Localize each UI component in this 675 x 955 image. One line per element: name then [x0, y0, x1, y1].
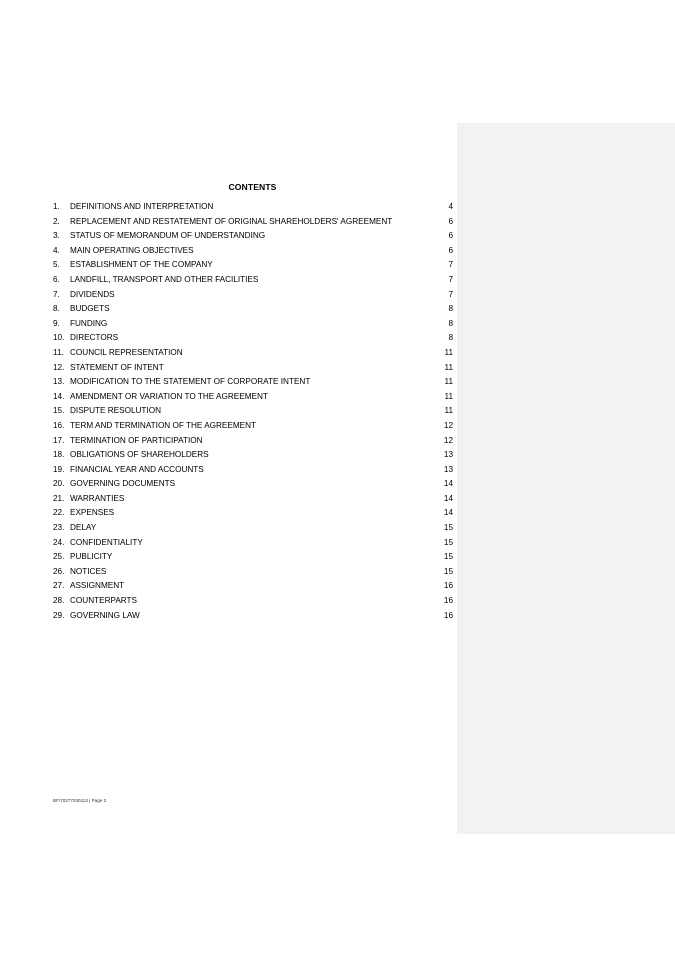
- toc-entry[interactable]: [53, 434, 453, 449]
- toc-entry[interactable]: [53, 390, 453, 405]
- toc-entry-page: 6: [448, 216, 453, 226]
- toc-entry-number: 24.: [53, 537, 65, 547]
- toc-entry[interactable]: [53, 463, 453, 478]
- toc-entry[interactable]: [53, 477, 453, 492]
- toc-entry-title: GOVERNING DOCUMENTS: [70, 479, 176, 489]
- toc-entry-number: 25.: [53, 552, 65, 562]
- toc-entry-title: STATUS OF MEMORANDUM OF UNDERSTANDING: [70, 231, 266, 241]
- toc-entry-page: 16: [443, 610, 453, 620]
- toc-entry-page: 11: [444, 347, 453, 357]
- toc-entry[interactable]: [53, 288, 453, 303]
- toc-entry-title: COUNTERPARTS: [70, 596, 138, 606]
- toc-entry-title: DELAY: [70, 523, 97, 533]
- toc-entry-page: 15: [443, 552, 453, 562]
- toc-entry-page: 15: [443, 537, 453, 547]
- toc-entry[interactable]: [53, 361, 453, 376]
- toc-entry-number: 22.: [53, 508, 65, 518]
- comment-pane: [457, 123, 675, 834]
- toc-entry-page: 15: [443, 523, 453, 533]
- toc-entry[interactable]: [53, 609, 453, 624]
- toc-entry-number: 18.: [53, 450, 65, 460]
- toc-entry-title: TERMINATION OF PARTICIPATION: [70, 435, 203, 445]
- toc-entry-page: 4: [448, 202, 453, 211]
- toc-entry[interactable]: [53, 346, 453, 361]
- toc-entry-title: MODIFICATION TO THE STATEMENT OF CORPORATE INTENT: [70, 377, 311, 387]
- toc-entry[interactable]: [53, 215, 453, 230]
- toc-entry[interactable]: [53, 331, 453, 346]
- toc-entry-title: EXPENSES: [70, 508, 115, 518]
- toc-entry-page: 14: [443, 479, 453, 489]
- toc-entry-number: 12.: [53, 362, 65, 372]
- table-of-contents: [53, 200, 453, 623]
- document-footer-reference: BF\70277030113 | Page 2: [53, 798, 107, 803]
- toc-entry-title: COUNCIL REPRESENTATION: [70, 347, 183, 357]
- contents-heading: CONTENTS: [228, 182, 277, 192]
- toc-entry-number: 15.: [53, 406, 65, 416]
- toc-entry-number: 11.: [53, 347, 64, 357]
- toc-entry-title: FINANCIAL YEAR AND ACCOUNTS: [70, 464, 204, 474]
- toc-entry[interactable]: [53, 419, 453, 434]
- toc-entry-page: 6: [448, 231, 453, 241]
- toc-entry-number: 16.: [53, 420, 65, 430]
- toc-entry-page: 13: [443, 450, 453, 460]
- toc-entry-title: ESTABLISHMENT OF THE COMPANY: [70, 260, 213, 270]
- toc-entry-page: 12: [443, 435, 453, 445]
- toc-entry-title: DISPUTE RESOLUTION: [70, 406, 161, 416]
- toc-entry-number: 6.: [53, 274, 60, 284]
- toc-entry[interactable]: [53, 492, 453, 507]
- toc-entry-title: CONFIDENTIALITY: [70, 537, 143, 547]
- toc-entry-title: FUNDING: [70, 318, 108, 328]
- toc-entry-title: AMENDMENT OR VARIATION TO THE AGREEMENT: [70, 391, 268, 401]
- toc-entry-number: 14.: [53, 391, 65, 401]
- toc-entry-page: 11: [444, 362, 453, 372]
- toc-entry-page: 13: [443, 464, 453, 474]
- toc-entry[interactable]: [53, 565, 453, 580]
- toc-entry-title: REPLACEMENT AND RESTATEMENT OF ORIGINAL SHAREHOLDERS' AGREEMENT: [70, 216, 393, 226]
- toc-entry-number: 21.: [53, 493, 65, 503]
- toc-entry-title: BUDGETS: [70, 304, 110, 314]
- toc-entry[interactable]: [53, 536, 453, 551]
- toc-entry-title: LANDFILL, TRANSPORT AND OTHER FACILITIES: [70, 274, 259, 284]
- toc-entry-page: 11: [444, 391, 453, 401]
- toc-entry-title: MAIN OPERATING OBJECTIVES: [70, 245, 194, 255]
- toc-entry-page: 12: [443, 420, 453, 430]
- toc-entry-number: 19.: [53, 464, 65, 474]
- toc-entry-title: ASSIGNMENT: [70, 581, 125, 591]
- toc-entry[interactable]: [53, 448, 453, 463]
- toc-entry[interactable]: [53, 244, 453, 259]
- toc-entry-number: 3.: [53, 231, 60, 241]
- toc-entry[interactable]: [53, 258, 453, 273]
- toc-entry-number: 13.: [53, 377, 65, 387]
- toc-entry-number: 27.: [53, 581, 65, 591]
- toc-entry[interactable]: [53, 317, 453, 332]
- toc-entry-title: GOVERNING LAW: [70, 610, 140, 620]
- toc-entry-number: 1.: [53, 202, 60, 211]
- toc-entry-number: 8.: [53, 304, 60, 314]
- toc-entry-number: 17.: [53, 435, 65, 445]
- toc-entry-page: 15: [443, 566, 453, 576]
- toc-entry-title: DEFINITIONS AND INTERPRETATION: [70, 202, 214, 211]
- toc-entry-title: STATEMENT OF INTENT: [70, 362, 164, 372]
- toc-entry-number: 7.: [53, 289, 60, 299]
- toc-entry[interactable]: [53, 594, 453, 609]
- toc-entry-page: 6: [448, 245, 453, 255]
- toc-entry-title: PUBLICITY: [70, 552, 113, 562]
- toc-entry-title: DIRECTORS: [70, 333, 119, 343]
- toc-entry-number: 10.: [53, 333, 65, 343]
- toc-entry-number: 4.: [53, 245, 60, 255]
- toc-entry-number: 29.: [53, 610, 65, 620]
- toc-entry-title: NOTICES: [70, 566, 107, 576]
- toc-entry-page: 8: [448, 333, 453, 343]
- toc-entry-page: 16: [443, 596, 453, 606]
- toc-entry[interactable]: [53, 521, 453, 536]
- toc-entry[interactable]: [53, 506, 453, 521]
- toc-entry[interactable]: [53, 229, 453, 244]
- toc-entry[interactable]: [53, 302, 453, 317]
- toc-entry-title: DIVIDENDS: [70, 289, 115, 299]
- toc-entry[interactable]: [53, 579, 453, 594]
- toc-entry[interactable]: [53, 375, 453, 390]
- toc-entry[interactable]: [53, 273, 453, 288]
- toc-entry-title: TERM AND TERMINATION OF THE AGREEMENT: [70, 420, 257, 430]
- toc-entry-number: 5.: [53, 260, 60, 270]
- toc-entry-page: 8: [448, 318, 453, 328]
- toc-entry-number: 23.: [53, 523, 65, 533]
- toc-entry[interactable]: [53, 550, 453, 565]
- toc-entry[interactable]: [53, 200, 453, 215]
- toc-entry-page: 7: [448, 260, 453, 270]
- toc-entry-title: OBLIGATIONS OF SHAREHOLDERS: [70, 450, 209, 460]
- toc-entry-page: 11: [444, 377, 453, 387]
- toc-entry-number: 20.: [53, 479, 65, 489]
- toc-entry-number: 28.: [53, 596, 65, 606]
- toc-entry-number: 26.: [53, 566, 65, 576]
- toc-entry-page: 7: [448, 289, 453, 299]
- toc-entry-number: 2.: [53, 216, 60, 226]
- toc-entry-page: 8: [448, 304, 453, 314]
- toc-entry-page: 14: [443, 493, 453, 503]
- toc-entry[interactable]: [53, 404, 453, 419]
- toc-entry-title: WARRANTIES: [70, 493, 125, 503]
- toc-entry-page: 11: [444, 406, 453, 416]
- toc-entry-page: 14: [443, 508, 453, 518]
- toc-entry-page: 16: [443, 581, 453, 591]
- toc-entry-number: 9.: [53, 318, 60, 328]
- toc-entry-page: 7: [448, 274, 453, 284]
